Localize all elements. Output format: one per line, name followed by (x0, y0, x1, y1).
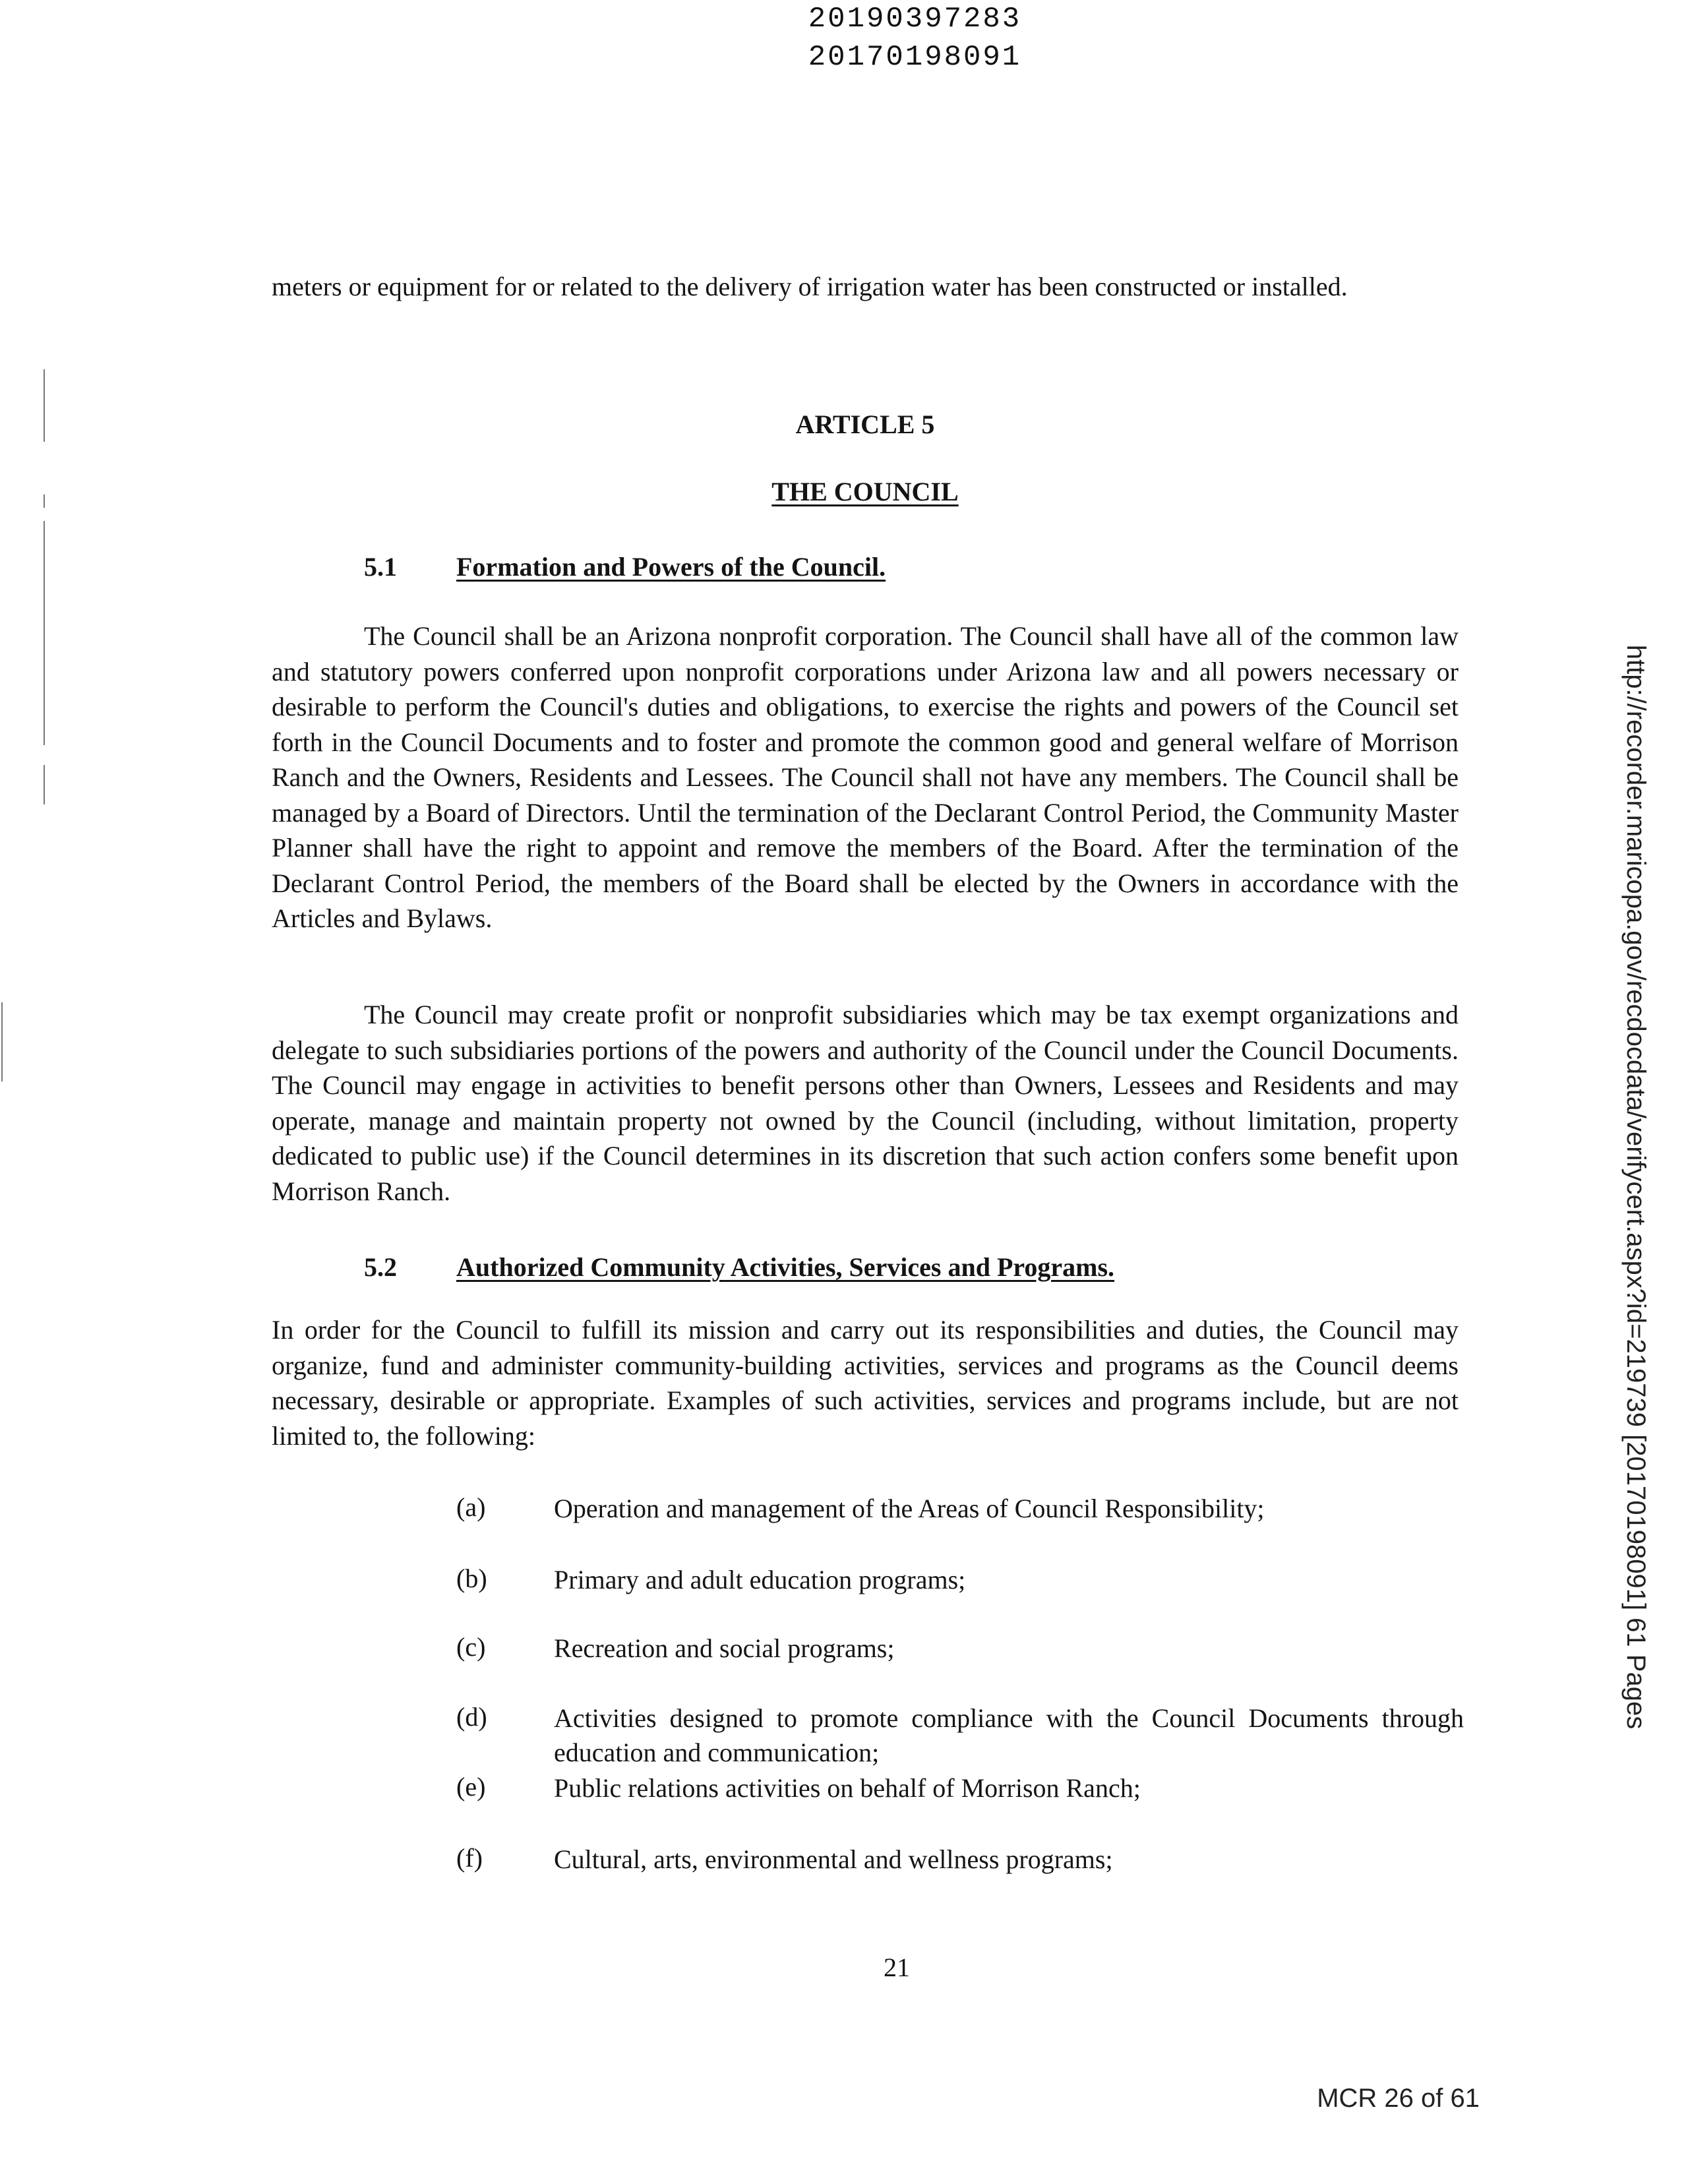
scan-mark (1, 1002, 3, 1081)
section-number: 5.1 (364, 552, 397, 582)
section-paragraph: The Council may create profit or nonprofit subsidiaries which may be tax exempt organizations and delegate to such subsidiaries portions of the powers and authority of the Council under the Council Documents. The Council may engage in activities to benefit persons other than Owners, Lessees and Residents and may operate, manage and maintain property not owned by the Council (including, without limitation, property dedicated to public use) if the Council determines in its discretion that such action confers some benefit upon Morrison Ranch. (272, 1000, 1459, 1206)
article-title-text: THE COUNCIL (771, 477, 959, 506)
section-paragraph: The Council shall be an Arizona nonprofit corporation. The Council shall have all of the common law and statutory powers conferred upon nonprofit corporations under Arizona law and all powers necessary or desirable to perform the Council's duties and obligations, to exercise the rights and powers of the Council set forth in the Council Documents and to foster and promote the common good and general welfare of Morrison Ranch and the Owners, Residents and Lessees. The Council shall not have any members. The Council shall be managed by a Board of Directors. Until the termination of the Declarant Control Period, the Community Master Planner shall have the right to appoint and remove the members of the Board. After the termination of the Declarant Control Period, the members of the Board shall be elected by the Owners in accordance with the Articles and Bylaws. (272, 621, 1459, 933)
list-item-letter: (b) (456, 1563, 487, 1593)
article-label: ARTICLE 5 (795, 410, 935, 439)
list-item-text: Operation and management of the Areas of Council Responsibility; (554, 1494, 1265, 1523)
page-number: 21 (884, 1953, 910, 1982)
section-title: Authorized Community Activities, Services and Programs. (456, 1252, 1115, 1282)
scan-mark (44, 495, 45, 508)
section-number: 5.2 (364, 1252, 397, 1282)
list-item-letter: (a) (456, 1492, 486, 1522)
section-title: Formation and Powers of the Council. (456, 552, 886, 582)
doc-number-primary: 20190397283 (808, 3, 1022, 36)
list-item-letter: (e) (456, 1772, 486, 1802)
list-item-letter: (f) (456, 1843, 483, 1873)
scan-mark (44, 521, 45, 745)
scan-mark (44, 765, 45, 804)
doc-number-secondary: 20170198091 (808, 41, 1022, 74)
list-item-letter: (c) (456, 1632, 486, 1662)
list-item-text: Activities designed to promote compliance with the Council Documents through education and communication; (554, 1703, 1464, 1767)
list-item-text: Primary and adult education programs; (554, 1565, 966, 1594)
mcr-page-count: MCR 26 of 61 (1317, 2084, 1480, 2113)
continuation-paragraph: meters or equipment for or related to the delivery of irrigation water has been constructed or installed. (272, 272, 1348, 301)
article-title (272, 476, 1459, 507)
recorder-verification-url: http://recorder.maricopa.gov/recdocdata/verifycert.aspx?id=219739 [20170198091] 61 Pages (1621, 644, 1650, 1730)
scan-mark (44, 369, 45, 442)
section-intro-paragraph: In order for the Council to fulfill its mission and carry out its responsibilities and duties, the Council may organize, fund and administer community-building activities, services and programs as the Council deems necessary, desirable or appropriate. Examples of such activities, services and programs include, but are not limited to, the following: (272, 1315, 1459, 1451)
list-item-text: Public relations activities on behalf of Morrison Ranch; (554, 1773, 1141, 1803)
list-item-text: Cultural, arts, environmental and wellness programs; (554, 1844, 1113, 1874)
list-item-letter: (d) (456, 1702, 487, 1732)
list-item-text: Recreation and social programs; (554, 1633, 895, 1663)
